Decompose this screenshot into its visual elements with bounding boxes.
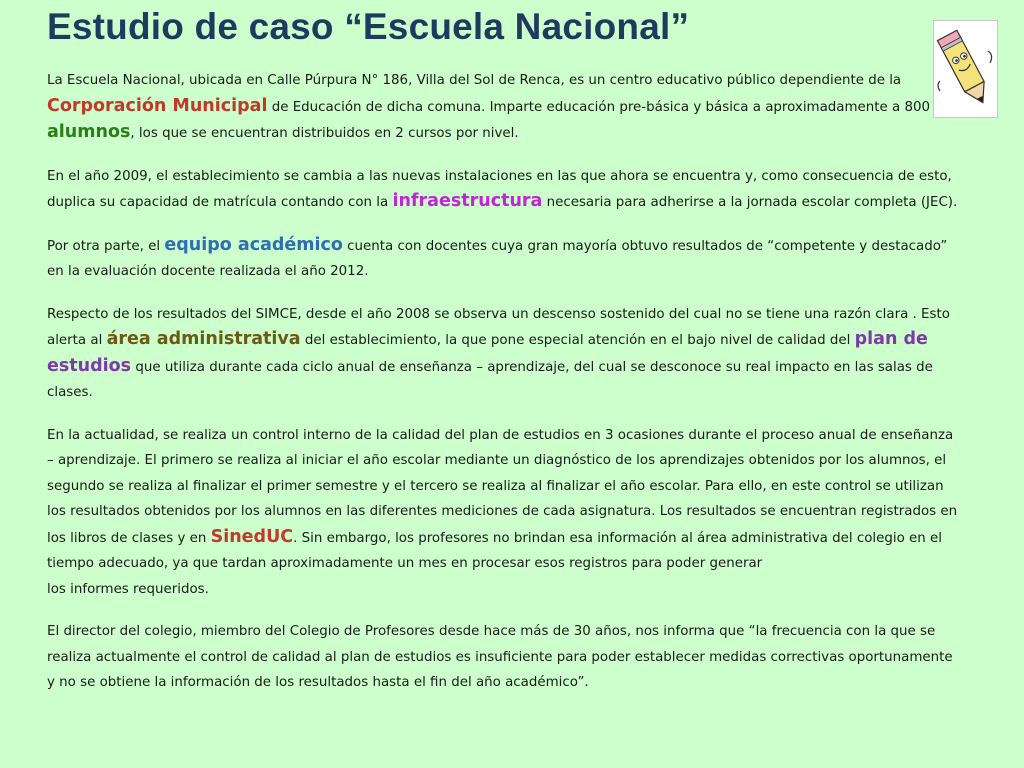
text-line — [47, 94, 987, 121]
text-segment: Por otra parte, el — [47, 238, 165, 254]
highlight-estudios: estudios — [47, 355, 132, 376]
highlight-plan-de: plan de — [854, 329, 928, 349]
slide-title: Estudio de caso “Escuela Nacional” — [47, 6, 690, 47]
case-study-body — [47, 68, 987, 713]
text-line: en la evaluación docente realizada el año 2012. — [47, 264, 369, 279]
highlight-equipo-academico: equipo académico — [164, 234, 343, 255]
text-line — [47, 327, 987, 354]
text-line: El director del colegio, miembro del Colegio de Profesores desde hace más de 30 años, nos informa que “la frecuencia con la que se — [47, 624, 936, 639]
text-segment: cuenta con docentes cuya gran mayoría obtuvo resultados de “competente y destacado” — [342, 238, 948, 254]
paragraph-simce — [47, 302, 987, 406]
text-line — [47, 233, 987, 260]
highlight-sineduc: SinedUC — [210, 526, 294, 547]
paragraph-intro — [47, 68, 987, 147]
text-segment: de Educación de dicha comuna. Imparte educación pre-básica y básica a aproximadamente a 800 — [267, 99, 931, 115]
paragraph-infraestructura — [47, 164, 987, 216]
text-segment: necesaria para adherirse a la jornada escolar completa (JEC). — [542, 195, 958, 210]
highlight-infraestructura: infraestructura — [392, 191, 543, 211]
text-line: tiempo adecuado, ya que tardan aproximadamente un mes en procesar esos registros para poder generar — [47, 556, 763, 571]
text-line: – aprendizaje. El primero se realiza al iniciar el año escolar mediante un diagnóstico de los aprendizajes obtenidos por los alumnos, el — [47, 453, 947, 468]
paragraph-equipo — [47, 233, 987, 285]
highlight-area-administrativa: área administrativa — [106, 329, 301, 349]
text-segment: alerta al — [47, 333, 107, 348]
text-segment: del establecimiento, la que pone especial atención en el bajo nivel de calidad del — [300, 333, 855, 348]
highlight-alumnos: alumnos — [47, 122, 131, 142]
text-segment: . Sin embargo, los profesores no brindan esa información al área administrativa del colegio en el — [293, 530, 942, 546]
text-line: los resultados obtenidos por los alumnos en las diferentes mediciones de cada asignatura. Los resultados se encuentran registrados en — [47, 504, 958, 519]
text-line: clases. — [47, 385, 93, 400]
paragraph-director — [47, 619, 987, 696]
text-segment: duplica su capacidad de matrícula contando con la — [47, 195, 393, 210]
text-line — [47, 120, 987, 147]
text-line — [47, 525, 987, 552]
text-line — [47, 189, 987, 216]
text-line: La Escuela Nacional, ubicada en Calle Púrpura N° 186, Villa del Sol de Renca, es un centro educativo público dependiente de la — [47, 73, 902, 88]
highlight-corporacion: Corporación Municipal — [47, 95, 268, 116]
text-line: realiza actualmente el control de calidad al plan de estudios es insuficiente para poder establecer medidas correctivas oportunamente — [47, 649, 953, 665]
text-line: En la actualidad, se realiza un control interno de la calidad del plan de estudios en 3 ocasiones durante el proceso anual de enseñanza — [47, 427, 954, 443]
text-line: Respecto de los resultados del SIMCE, desde el año 2008 se observa un descenso sostenido del cual no se tiene una razón clara . Esto — [47, 306, 950, 322]
text-segment: , los que se encuentran distribuidos en 2 cursos por nivel. — [130, 126, 519, 141]
text-line: los informes requeridos. — [47, 581, 209, 597]
text-segment: los libros de clases y en — [47, 530, 211, 546]
paragraph-control — [47, 423, 987, 603]
text-segment: que utiliza durante cada ciclo anual de enseñanza – aprendizaje, del cual se desconoce su real impacto en las salas de — [131, 359, 933, 375]
text-line — [47, 354, 987, 381]
text-line: En el año 2009, el establecimiento se cambia a las nuevas instalaciones en las que ahora se encuentra y, como consecuencia de esto, — [47, 168, 952, 184]
text-line: segundo se realiza al finalizar el primer semestre y el tercero se realiza al finalizar el año escolar. Para ello, en este control se utilizan — [47, 478, 944, 494]
text-line: y no se obtiene la información de los resultados hasta el fin del año académico”. — [47, 675, 589, 690]
